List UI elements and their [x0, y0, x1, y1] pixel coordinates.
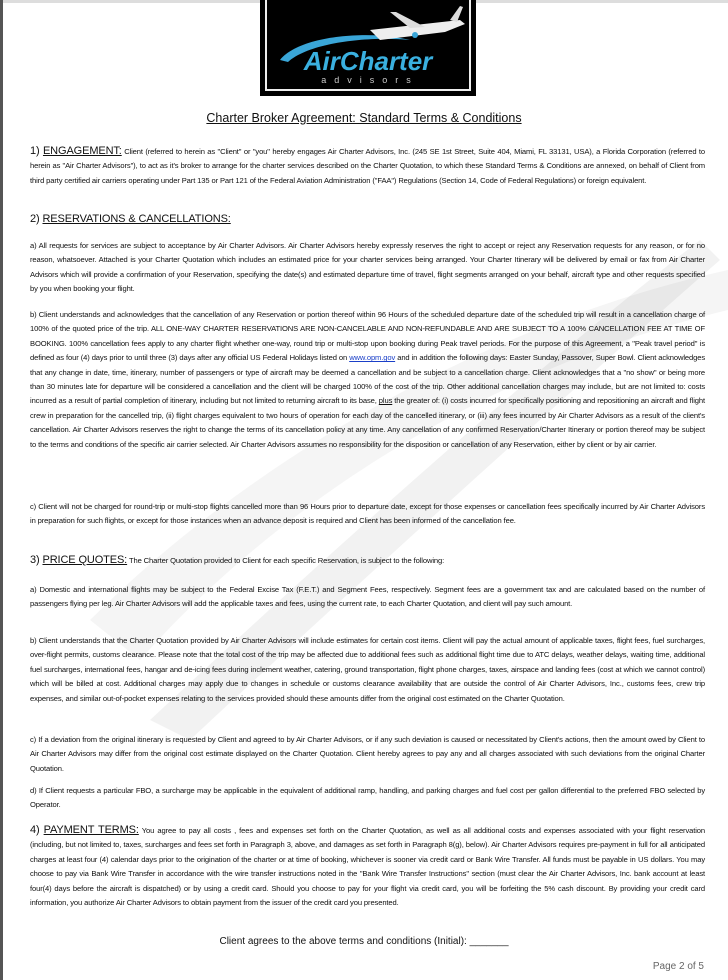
section-number: 1) — [30, 145, 43, 157]
clause-2c: c) Client will not be charged for round-trip or multi-stop flights cancelled more than 96 Hours prior to departure date, except for those expenses or cancellation fees specifically incurred by Air Charter Advisors in preparation for such flights, or except for those instances when an advance deposit is required and Client has been informed of the cancellation fee. — [30, 502, 705, 526]
section-heading: PAYMENT TERMS: — [43, 824, 139, 836]
section-price-quotes — [30, 553, 705, 568]
section-number: 3) — [30, 554, 43, 566]
clause-text: and in addition the following days: Easter Sunday, Passover, Super Bowl. Client acknowledges that any change in date, time, itinerary, number of passengers or type of aircraft may be deemed a cancellation and be subject to a cancellation charge. Client acknowledges that a "no show" or being more than 30 minutes late for departure will be considered a cancellation and the client will be charged 100% of the cost of the trip. Other additional cancellation charges may include, but are not limited to: costs incurred as a result of partial completion of itinerary, including but not limited to returning aircraft to its base, — [30, 353, 705, 406]
initial-line: Client agrees to the above terms and conditions (Initial): _______ — [219, 936, 509, 947]
page-number: Page 2 of 5 — [652, 961, 704, 972]
section-payment-terms — [30, 823, 705, 910]
airplane-icon — [370, 6, 465, 40]
section-text: You agree to pay all costs , fees and expenses set forth on the Charter Quotation, as well as all additional costs and expenses associated with your flight reservation (including, but not limited to, taxes, surcharges and fees set forth in Paragraph 3, above, and damages as set forth in Paragraph 8(g), below). Air Charter Advisors requires pre-payment in full for all anticipated charges at least four (4) calendar days prior to the origination of the charter or at time of booking, whichever is sooner via credit card or Bank Wire Transfer. All funds must be payable in US dollars. You may choose to pay via Bank Wire Transfer in accordance with the wire transfer instructions noted in the "Bank Wire Transfer Instructions" section (must clear the Air Charter Advisors, Inc. bank account at least four(4) days before the aircraft is dispatched) or by using a credit card. Should you choose to pay for your flight via credit card, you will be forfeiting the 5% cash discount. By providing your credit card information, you authorize Air Charter Advisors to obtain payment from the issuer of the credit card you presented. — [30, 826, 705, 908]
section-number: 2) — [30, 213, 43, 225]
clause-3a: a) Domestic and international flights may be subject to the Federal Excise Tax (F.E.T.) and Segment Fees, respectively. Segment fees are a government tax and are calculated based on the number of passengers flying per leg. Air Charter Advisors will add the applicable taxes and fees, using the current rate, to each Charter Quotation, and client will pay such amount. — [30, 585, 705, 609]
clause-3c: c) If a deviation from the original itinerary is requested by Client and agreed to by Air Charter Advisors, or if any such deviation is caused or necessitated by Client's actions, then the amount owed by Client to Air Charter Advisors may differ from the original cost estimate displayed on the Charter Quotation. Client hereby agrees to pay any and all charges associated with such deviations from the original Charter Quotation. — [30, 735, 705, 773]
clause-text: b) Client understands and acknowledges that the cancellation of any Reservation or portion thereof within 96 Hours of the scheduled departure date of the scheduled trip will result in a cancellation charge of 100% of the quoted price of the trip. ALL ONE-WAY CHARTER RESERVATIONS ARE NON-CANCELABLE AND NON-REFUNDABLE AND ARE SUBJECT TO A 100% CANCELLATION FEE AT TIME OF BOOKING. 100% cancellation fees apply to any charter flight whether one-way, round trip or multi-stop upon booking during Peak travel periods. For the purpose of this Agreement, a "Peak travel period" is defined as four (4) days prior to until three (3) days after any official US Federal Holidays listed on — [30, 310, 705, 363]
section-heading: ENGAGEMENT: — [42, 145, 122, 157]
section-reservations-heading — [30, 212, 705, 227]
svg-text:AirCharter: AirCharter — [303, 46, 433, 76]
clause-emphasis: plus — [378, 396, 393, 406]
section-text: Client (referred to herein as "Client" or "you" hereby engages Air Charter Advisors, Inc. (245 SE 1st Street, Suite 404, Miami, FL 33131, USA), a Florida Corporation (referred to herein as "Air Charter Advisors"), to act as it's broker to arrange for the charter services described on the Charter Quotation, to which these Standard Terms & Conditions are annexed, on behalf of Client from third party certified air carriers operating under Part 135 or Part 121 of the Federal Aviation Administration ("FAA") Regulations (Section 14, Code of Federal Regulations) or foreign equivalent. — [30, 147, 705, 185]
section-number: 4) — [30, 824, 44, 836]
clause-2b — [30, 308, 705, 452]
company-logo — [260, 0, 476, 96]
clause-2a: a) All requests for services are subject to acceptance by Air Charter Advisors. Air Charter Advisors hereby expressly reserves the right to accept or reject any Reservation requests for any reason, or for no reason, whatsoever. Attached is your Charter Quotation which includes an estimated price for your charter services being arranged. Your Charter Itinerary will be delivered by email or fax from Air Charter Advisors which will provide a confirmation of your Reservation, specifying the date(s) and estimated departure time of travel, flight segments arranged on your behalf, aircraft type and other requests specified by you when booking your flight. — [30, 241, 705, 294]
page-left-edge — [0, 0, 3, 980]
clause-3d: d) If Client requests a particular FBO, a surcharge may be applicable in the equivalent of additional ramp, handling, and parking charges and fuel cost per gallon differential to the preferred FBO selected by Operator. — [30, 786, 705, 810]
svg-text:advisors: advisors — [321, 75, 419, 85]
opm-link[interactable]: www.opm.gov — [349, 353, 396, 363]
section-text: The Charter Quotation provided to Client for each specific Reservation, is subject to the following: — [127, 556, 445, 565]
clause-text: the greater of: (i) costs incurred for specifically positioning and repositioning an aircraft and flight crew in preparation for the cancelled trip, (ii) flight charges equivalent to two hours of operation for each day of the cancelled itinerary, or (iii) any fees incurred by Air Charter Advisors as a result of the client's cancellation. Air Charter Advisors reserves the right to change the terms of its cancellation policy at any time. Any cancellation of any confirmed Reservation/Charter Itinerary or portion thereof may be subject to the terms and conditions of the specific air carrier selected. Air Charter Advisors assumes no responsibility for the disposition or cancellation of any Reservation, either by client or by air carrier. — [30, 396, 705, 449]
page-title: Charter Broker Agreement: Standard Terms & Conditions — [206, 111, 522, 125]
section-engagement — [30, 144, 705, 188]
section-heading: PRICE QUOTES: — [42, 554, 128, 566]
section-heading: RESERVATIONS & CANCELLATIONS: — [42, 213, 231, 225]
clause-3b: b) Client understands that the Charter Quotation provided by Air Charter Advisors will include estimates for certain cost items. Client will pay the actual amount of applicable taxes, flight fees, fuel surcharges, over-flight permits, customs clearance. Please note that the total cost of the trip may be affected due to additional fees such as additional flight time due to ATC delays, weather delays, waiting time, additional fuel surcharges, international fees, hangar and de-icing fees during inclement weather, catering, ground transportation, flight phone charges, taxes, airspace and landing fees (cost at which we cannot control) which will be billed at cost. Additional charges may apply due to changes in schedule or customs clearance availability that are outside the control of Air Charter Advisors, Inc., customs fees, crew trip expenses, and similar out-of-pocket expenses relating to the services provided should these amounts differ from the original cost estimated on the Charter Quotation. — [30, 636, 705, 703]
